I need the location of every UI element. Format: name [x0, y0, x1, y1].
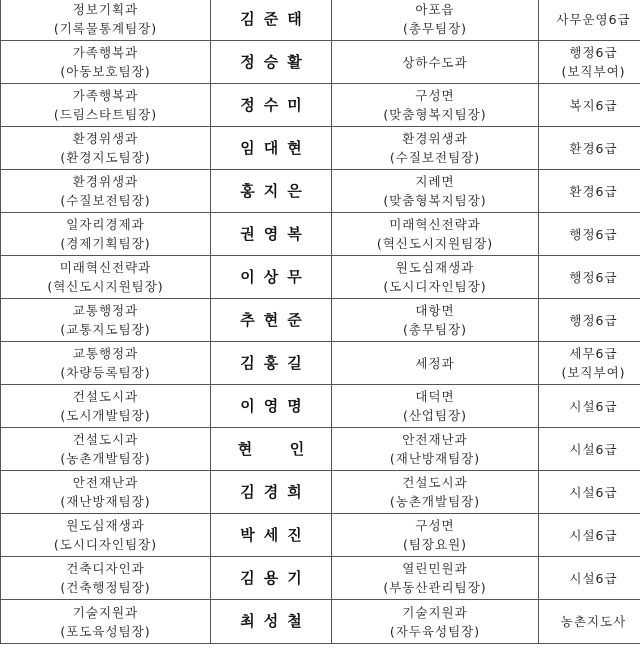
table-row — [1, 299, 640, 342]
previous-team: (농촌개발팀장) — [60, 451, 151, 466]
grade-label: 농촌지도사 — [560, 614, 627, 629]
previous-team: (혁신도시지원팀장) — [47, 279, 164, 294]
person-name-cell — [211, 213, 332, 256]
new-post-cell — [332, 127, 539, 170]
grade-cell — [539, 84, 640, 127]
table-row — [1, 0, 640, 41]
new-team: (맞춤형복지팀장) — [383, 193, 487, 208]
previous-post-cell — [1, 256, 211, 299]
person-name-cell — [211, 428, 332, 471]
new-team: (혁신도시지원팀장) — [376, 236, 494, 251]
new-post-cell — [332, 471, 539, 514]
new-department: 상하수도과 — [402, 54, 468, 70]
new-department: 기술지원과 — [402, 604, 468, 620]
person-name-cell — [211, 256, 332, 299]
previous-department: 건설도시과 — [72, 389, 139, 404]
person-name: 이영명 — [240, 396, 311, 415]
previous-post-cell — [1, 299, 211, 342]
new-department: 아포읍 — [415, 2, 455, 17]
previous-team: (드림스타트팀장) — [53, 107, 158, 122]
new-team: (팀장요원) — [402, 537, 468, 552]
grade-cell — [539, 213, 640, 256]
table-row — [1, 557, 640, 600]
person-name-cell — [211, 557, 332, 600]
new-team: (총무팀장) — [402, 322, 468, 337]
previous-post-cell — [1, 342, 211, 385]
person-name: 추현준 — [240, 310, 311, 329]
person-name: 김용기 — [240, 568, 311, 587]
person-name: 정수미 — [240, 95, 311, 114]
previous-department: 교통행정과 — [72, 303, 139, 318]
grade-label: 행정6급 — [569, 312, 618, 328]
new-team: (부동산관리팀장) — [383, 580, 487, 595]
new-post-cell — [332, 514, 539, 557]
person-name-cell — [211, 600, 332, 644]
person-name: 김준태 — [240, 9, 311, 28]
new-post-cell — [332, 385, 539, 428]
person-name: 박세진 — [240, 525, 311, 544]
grade-note: (보직부여) — [561, 365, 626, 380]
table-row — [1, 127, 640, 170]
grade-label: 시설6급 — [569, 570, 618, 586]
previous-department: 안전재난과 — [72, 475, 139, 490]
previous-department: 가족행복과 — [72, 88, 139, 103]
person-name-cell — [211, 84, 332, 127]
table-row — [1, 41, 640, 84]
previous-department: 환경위생과 — [72, 174, 139, 189]
person-name-cell — [211, 0, 332, 41]
table-row — [1, 84, 640, 127]
grade-cell — [539, 600, 640, 644]
grade-label: 시설6급 — [569, 441, 618, 457]
new-department: 대덕면 — [415, 389, 455, 404]
grade-label: 행정6급 — [569, 45, 618, 60]
grade-label: 복지6급 — [569, 97, 618, 113]
previous-post-cell — [1, 600, 211, 644]
new-post-cell — [332, 428, 539, 471]
grade-label: 시설6급 — [569, 527, 618, 543]
grade-cell — [539, 41, 640, 84]
person-name: 김홍길 — [240, 353, 311, 372]
person-name-cell — [211, 385, 332, 428]
grade-cell — [539, 0, 640, 41]
new-post-cell — [332, 557, 539, 600]
previous-team: (환경지도팀장) — [60, 150, 151, 165]
table-row — [1, 170, 640, 213]
previous-team: (교통지도팀장) — [60, 322, 151, 337]
person-name-cell — [211, 342, 332, 385]
grade-cell — [539, 385, 640, 428]
new-post-cell — [332, 84, 539, 127]
new-team: (수질보전팀장) — [389, 150, 481, 165]
new-post-cell — [332, 600, 539, 644]
new-department: 원도심재생과 — [395, 260, 475, 275]
previous-department: 정보기획과 — [72, 2, 139, 17]
new-team: (도시디자인팀장) — [383, 279, 487, 294]
table-row — [1, 385, 640, 428]
previous-department: 환경위생과 — [72, 131, 139, 146]
new-department: 환경위생과 — [402, 131, 468, 146]
new-department: 대항면 — [415, 303, 455, 318]
grade-label: 시설6급 — [569, 398, 618, 414]
previous-post-cell — [1, 41, 211, 84]
new-post-cell — [332, 213, 539, 256]
previous-post-cell — [1, 213, 211, 256]
previous-team: (수질보전팀장) — [60, 193, 151, 208]
new-post-cell — [332, 342, 539, 385]
previous-department: 기술지원과 — [72, 604, 139, 620]
previous-post-cell — [1, 557, 211, 600]
person-name: 최성철 — [240, 612, 311, 630]
grade-cell — [539, 428, 640, 471]
previous-post-cell — [1, 471, 211, 514]
grade-cell — [539, 342, 640, 385]
grade-cell — [539, 471, 640, 514]
new-team: (재난방재팀장) — [389, 451, 481, 466]
grade-cell — [539, 299, 640, 342]
new-team: (농촌개발팀장) — [389, 494, 481, 509]
previous-department: 일자리경제과 — [66, 217, 145, 232]
person-name: 임대현 — [240, 138, 311, 157]
grade-label: 시설6급 — [569, 484, 618, 500]
previous-post-cell — [1, 0, 211, 41]
previous-department: 건설도시과 — [72, 432, 139, 447]
person-name-cell — [211, 41, 332, 84]
grade-cell — [539, 127, 640, 170]
table-row — [1, 342, 640, 385]
previous-team: (건축행정팀장) — [60, 580, 151, 595]
new-post-cell — [332, 0, 539, 41]
new-department: 구성면 — [415, 518, 455, 533]
person-name: 현 인 — [237, 439, 314, 458]
table-row — [1, 600, 640, 644]
person-name-cell — [211, 471, 332, 514]
new-team: (맞춤형복지팀장) — [383, 107, 487, 122]
table-row — [1, 213, 640, 256]
person-name: 김경희 — [240, 482, 311, 501]
grade-label: 환경6급 — [569, 183, 618, 199]
new-department: 지례면 — [415, 174, 455, 189]
new-department: 건설도시과 — [402, 475, 468, 490]
grade-label: 세무6급 — [569, 346, 618, 361]
person-name: 정승활 — [240, 52, 311, 71]
table-row — [1, 514, 640, 557]
person-name-cell — [211, 127, 332, 170]
new-team: (총무팀장) — [402, 21, 468, 36]
new-department: 안전재난과 — [402, 432, 468, 447]
person-name: 홍지은 — [240, 181, 311, 200]
person-name: 이상무 — [240, 267, 311, 286]
table-row — [1, 471, 640, 514]
new-team: (자두육성팀장) — [389, 623, 481, 639]
previous-department: 건축디자인과 — [66, 561, 145, 576]
new-department: 세정과 — [415, 355, 455, 371]
new-team: (산업팀장) — [402, 408, 468, 423]
grade-label: 행정6급 — [569, 269, 618, 285]
previous-post-cell — [1, 385, 211, 428]
previous-post-cell — [1, 170, 211, 213]
new-post-cell — [332, 299, 539, 342]
previous-team: (차량등록팀장) — [60, 365, 151, 380]
previous-team: (포도육성팀장) — [60, 623, 151, 639]
previous-post-cell — [1, 514, 211, 557]
person-name-cell — [211, 170, 332, 213]
previous-department: 가족행복과 — [72, 45, 139, 60]
previous-team: (도시디자인팀장) — [53, 537, 158, 552]
new-department: 미래혁신전략과 — [389, 217, 481, 232]
previous-post-cell — [1, 127, 211, 170]
table-row — [1, 428, 640, 471]
grade-note: (보직부여) — [561, 64, 626, 79]
grade-label: 사무운영6급 — [556, 11, 631, 27]
previous-team: (경제기획팀장) — [60, 236, 151, 251]
person-name-cell — [211, 514, 332, 557]
previous-post-cell — [1, 84, 211, 127]
previous-team: (도시개발팀장) — [60, 408, 151, 423]
previous-team: (기록물통계팀장) — [53, 21, 158, 36]
grade-cell — [539, 514, 640, 557]
previous-team: (아동보호팀장) — [60, 64, 151, 79]
personnel-table-body — [1, 0, 640, 644]
grade-label: 환경6급 — [569, 140, 618, 156]
table-row — [1, 256, 640, 299]
grade-cell — [539, 170, 640, 213]
grade-cell — [539, 256, 640, 299]
new-department: 열린민원과 — [402, 561, 468, 576]
grade-cell — [539, 557, 640, 600]
previous-department: 미래혁신전략과 — [59, 260, 152, 275]
previous-department: 교통행정과 — [72, 346, 139, 361]
new-post-cell — [332, 170, 539, 213]
previous-team: (재난방재팀장) — [60, 494, 151, 509]
grade-label: 행정6급 — [569, 226, 618, 242]
new-department: 구성면 — [415, 88, 455, 103]
previous-post-cell — [1, 428, 211, 471]
previous-department: 원도심재생과 — [66, 518, 145, 533]
new-post-cell — [332, 41, 539, 84]
new-post-cell — [332, 256, 539, 299]
person-name: 권영복 — [240, 224, 311, 243]
person-name-cell — [211, 299, 332, 342]
